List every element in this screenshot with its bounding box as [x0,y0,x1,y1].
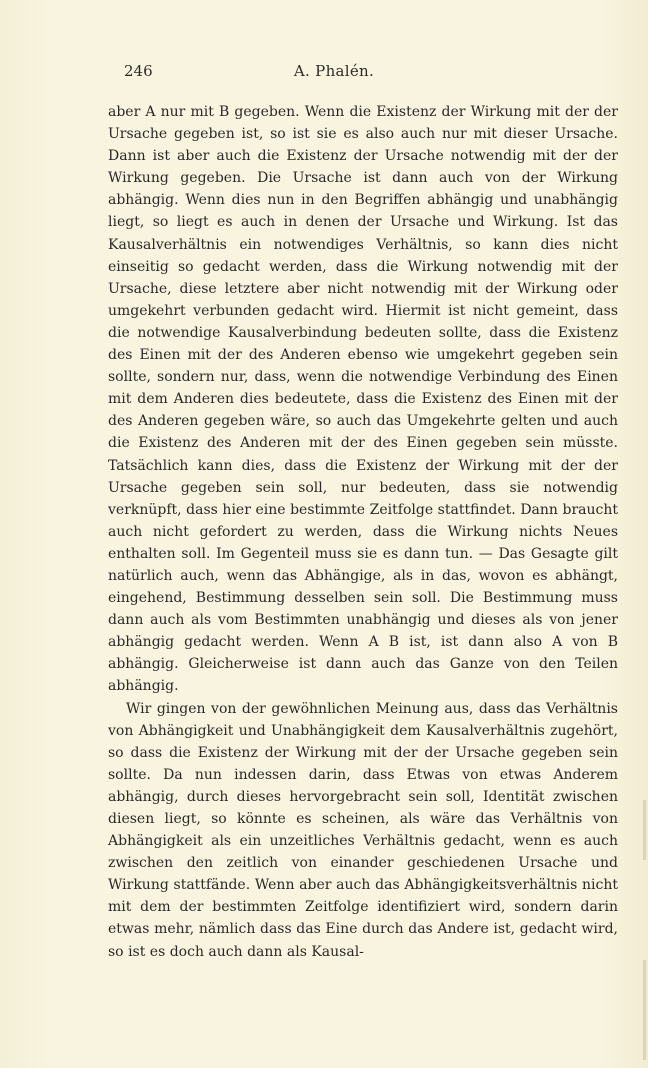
running-head: A. Phalén. [293,62,375,80]
paragraph-2: Wir gingen von der gewöhnlichen Meinung aus, dass das Verhältnis von Abhängigkeit und Unabhängigkeit dem Kausalverhältnis zugehört, so dass die Existenz der Wirkung mit der der Ursache gegeben sein sollte. Da nun indessen darin, dass Etwas von etwas Anderem abhängig, durch dieses hervorgebracht sein soll, Identität zwischen diesen liegt, so könnte es scheinen, als wäre das Verhältnis von Abhängigkeit als ein unzeitliches Verhältnis gedacht, wenn es auch zwischen den zeitlich von einander geschiedenen Ursache und Wirkung stattfände. Wenn aber auch das Abhängigkeitsverhältnis nicht mit dem der bestimmten Zeitfolge identifiziert wird, sondern darin etwas mehr, nämlich dass das Eine durch das Andere ist, gedacht wird, so ist es doch auch dann als Kausal- [108,700,618,960]
paragraph-1: aber A nur mit B gegeben. Wenn die Existenz der Wirkung mit der der Ursache gegeben ist, so ist sie es also auch nur mit dieser Ursache. Dann ist aber auch die Existenz der Ursache notwendig mit der der Wirkung gegeben. Die Ursache ist dann auch von der Wirkung abhängig. Wenn dies nun in den Begriffen abhängig und unabhängig liegt, so liegt es auch in denen der Ursache und Wirkung. Ist das Kausalverhältnis ein notwendiges Verhältnis, so kann dies nicht einseitig so gedacht werden, dass die Wirkung notwendig mit der Ursache, diese letztere aber nicht notwendig mit der Wirkung oder umgekehrt verbunden gedacht wird. Hiermit ist nicht gemeint, dass die notwendige Kausalverbindung bedeuten sollte, dass die Existenz des Einen mit der des Anderen ebenso wie umgekehrt gegeben sein sollte, sondern nur, dass, wenn die notwendige Verbindung des Einen mit dem Anderen dies bedeutete, dass die Existenz des Einen mit der des Anderen gegeben wäre, so auch das Umgekehrte gelten und auch die Existenz des Anderen mit der des Einen gegeben sein müsste. Tatsächlich kann dies, dass die Existenz der Wirkung mit der der Ursache gegeben sein soll, nur bedeuten, dass sie notwendig verknüpft, dass hier eine bestimmte Zeitfolge stattfindet. Dann braucht auch nicht gefordert zu werden, dass die Wirkung nichts Neues enthalten soll. Im Gegenteil muss sie es dann tun. — Das Gesagte gilt natürlich auch, wenn das Abhängige, als in das, wovon es abhängt, eingehend, Bestimmung desselben sein soll. Die Bestimmung muss dann auch als vom Bestimmten unabhängig und dieses als von jener abhängig gedacht werden. Wenn A B ist, ist dann also A von B abhängig. Gleicherweise ist dann auch das Ganze von den Teilen abhängig. [108,104,618,695]
body-text [108,101,618,963]
page-header [108,62,560,84]
page-number: 246 [124,62,153,80]
page-edge-mark [643,800,646,860]
page-edge-mark [643,960,646,1060]
